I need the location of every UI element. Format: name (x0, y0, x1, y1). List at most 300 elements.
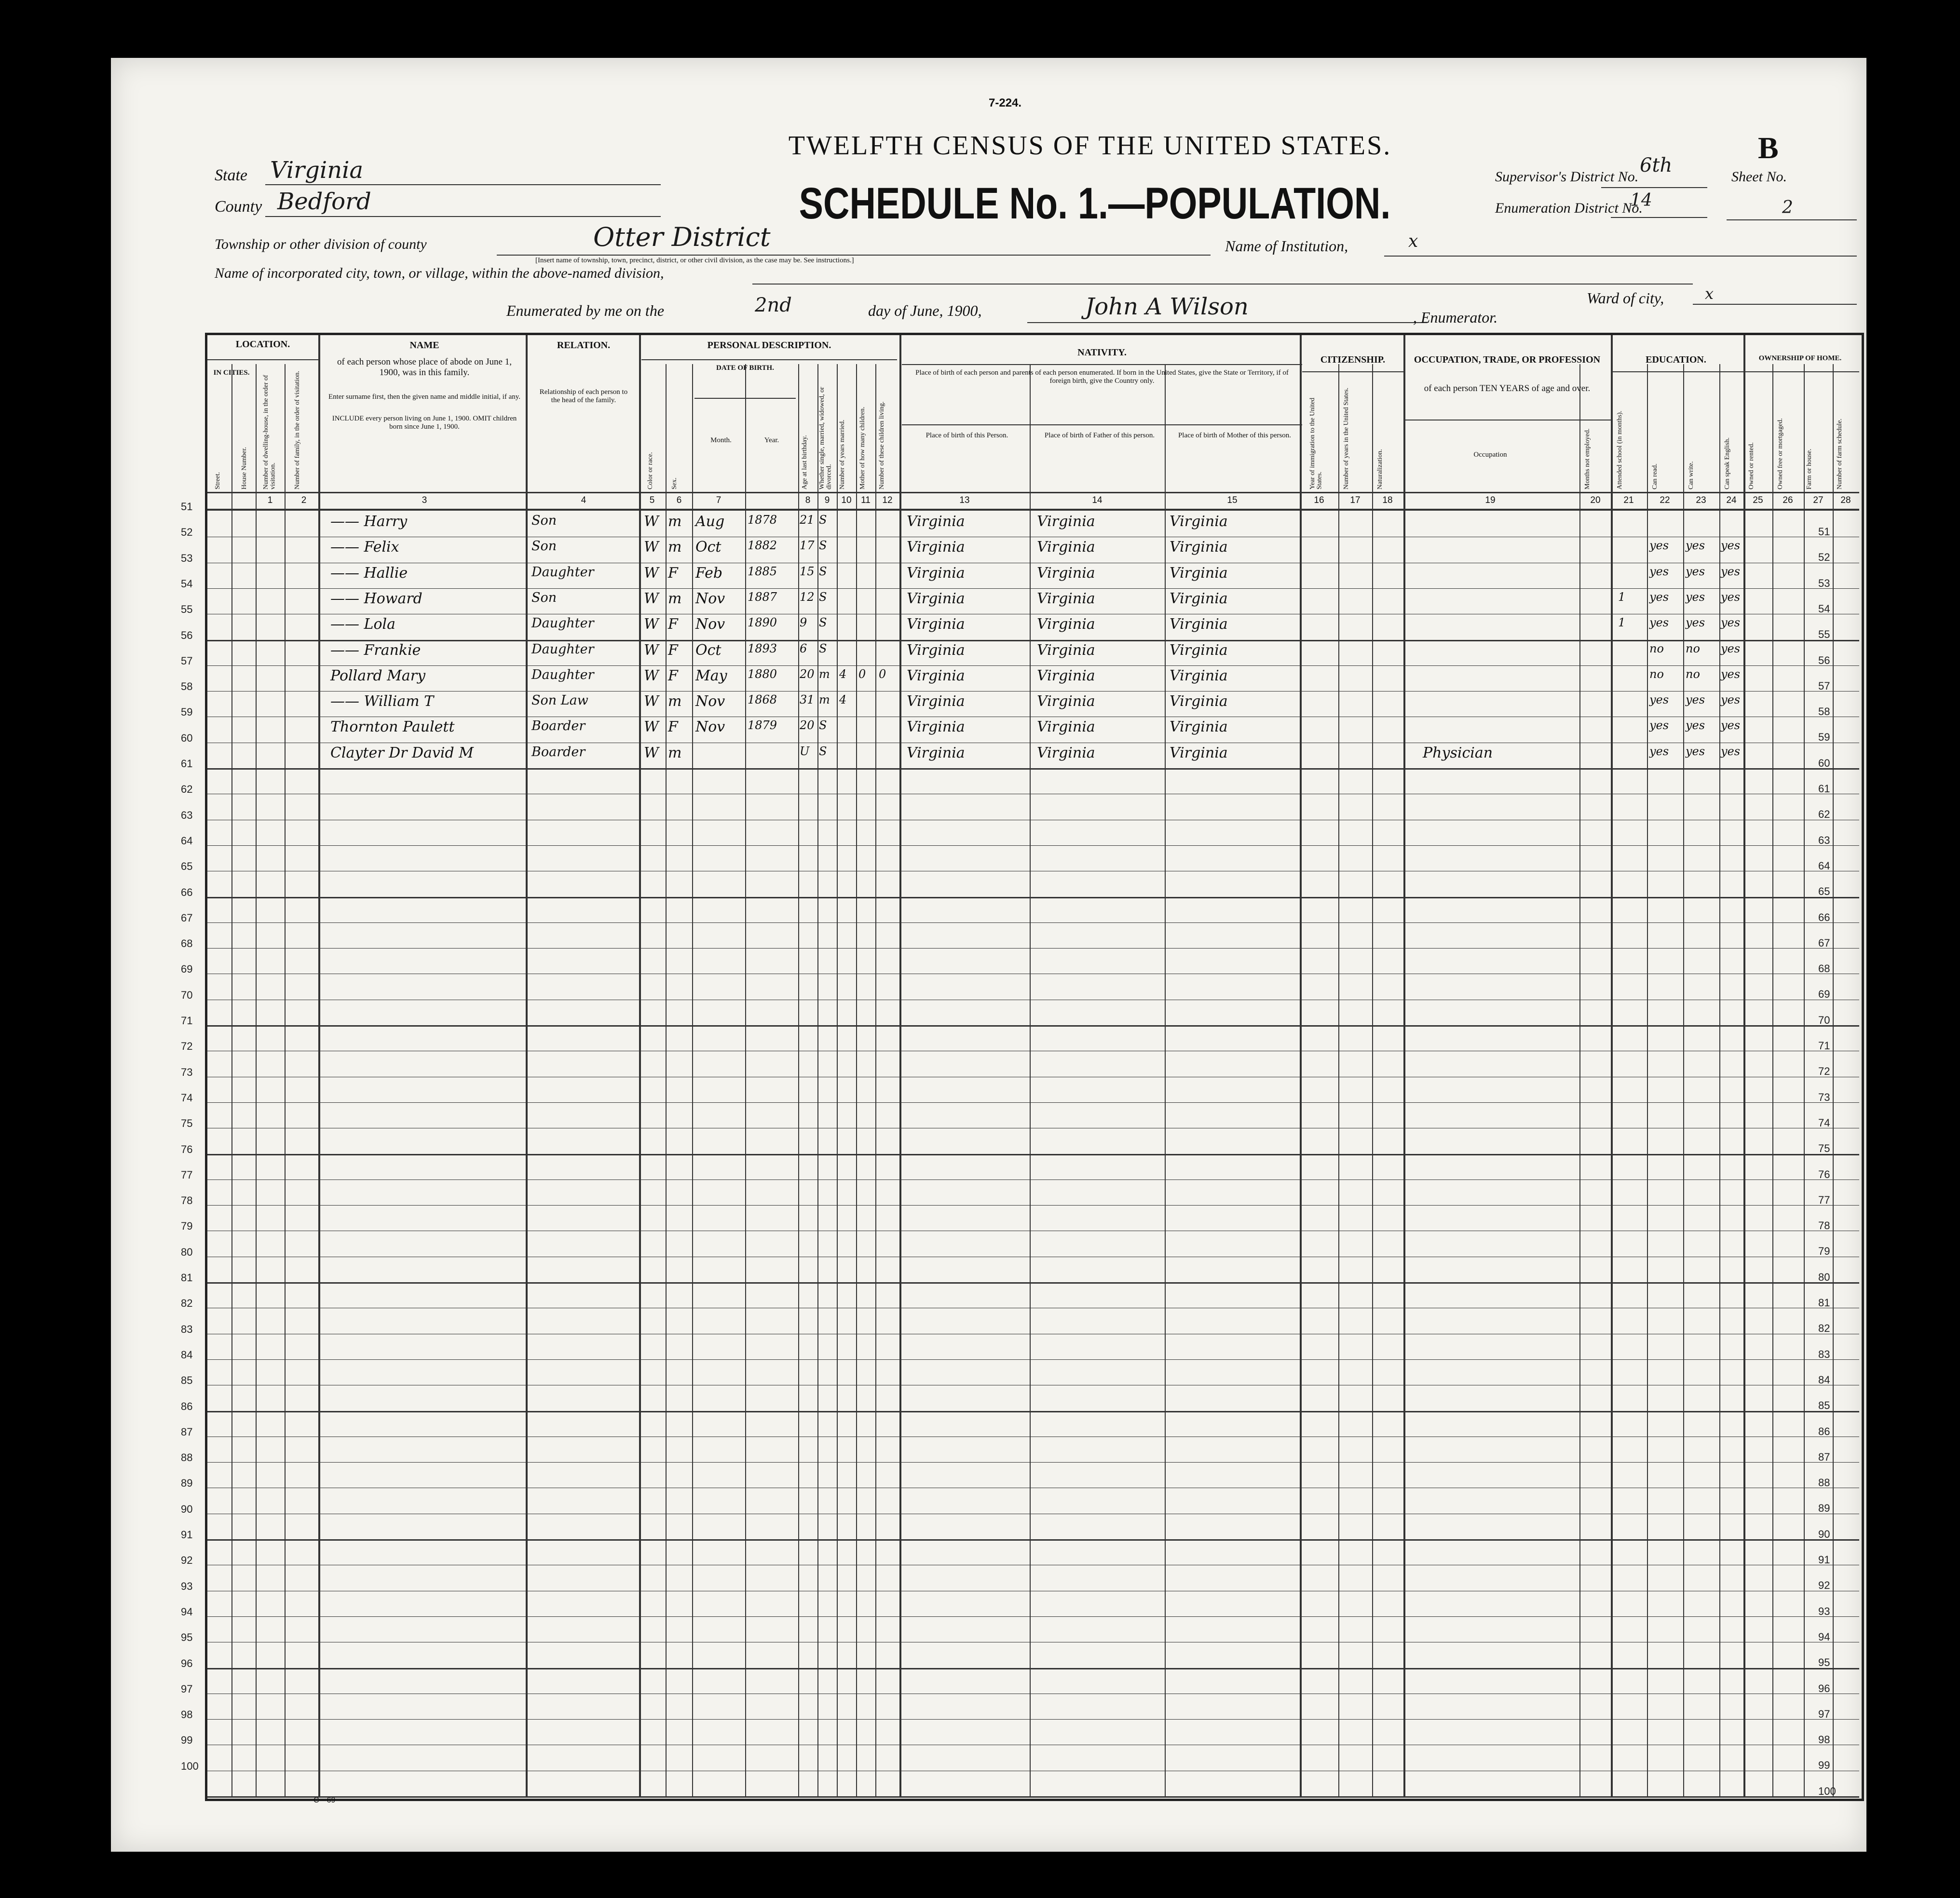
mother-birth-cell: Virginia (1170, 564, 1228, 582)
months-unemployed-header: Months not employed. (1584, 428, 1591, 489)
left-line-number: 51 (181, 501, 193, 513)
enumerator-name: John A Wilson (1085, 293, 1249, 320)
color-cell: W (644, 564, 659, 582)
column-number: 18 (1382, 495, 1393, 505)
column-number: 9 (824, 495, 830, 505)
can-read-cell: yes (1649, 616, 1669, 630)
naturalization-header: Naturalization. (1376, 449, 1384, 489)
relation-cell: Boarder (531, 719, 585, 734)
sex-cell: m (668, 693, 682, 710)
birth-place-cell: Virginia (907, 539, 965, 556)
column-number: 11 (861, 495, 871, 505)
month-cell: Feb (695, 564, 723, 582)
right-line-number: 67 (1818, 936, 1830, 949)
mother-birth-cell: Virginia (1170, 513, 1228, 530)
column-number: 23 (1696, 495, 1706, 505)
year-cell: 1882 (748, 539, 777, 553)
column-number: 21 (1623, 495, 1634, 505)
can-read-cell: yes (1649, 539, 1669, 553)
can-write-cell: yes (1686, 744, 1705, 758)
nativity-header: NATIVITY. (1077, 347, 1127, 358)
month-cell: Nov (695, 616, 725, 633)
mother-birth-cell: Virginia (1170, 744, 1228, 761)
left-line-number: 90 (181, 1503, 193, 1515)
enumeration-value: 14 (1630, 190, 1652, 210)
owned-rented-header: Owned or rented. (1748, 442, 1755, 489)
right-line-number: 77 (1818, 1193, 1830, 1206)
name-cell: Thornton Paulett (330, 719, 455, 736)
right-line-number: 80 (1818, 1271, 1830, 1283)
left-line-number: 71 (181, 1015, 193, 1027)
sex-header: Sex. (671, 477, 678, 489)
left-line-number: 76 (181, 1143, 193, 1155)
can-speak-cell: yes (1721, 744, 1741, 758)
name-cell: —— Felix (330, 539, 399, 556)
marital-cell: S (819, 616, 827, 630)
children-living-cell: 0 (879, 667, 886, 681)
left-line-number: 83 (181, 1323, 193, 1335)
column-number: 25 (1753, 495, 1763, 505)
name-cell: —— Frankie (330, 641, 421, 659)
can-speak-cell: yes (1721, 641, 1741, 655)
ownership-header: OWNERSHIP OF HOME. (1758, 354, 1842, 362)
right-line-number: 59 (1818, 731, 1830, 744)
name-cell: —— Hallie (330, 564, 408, 582)
right-line-number: 53 (1818, 577, 1830, 589)
county-value: Bedford (277, 188, 371, 215)
relation-cell: Daughter (531, 641, 594, 657)
age-cell: U (800, 744, 810, 758)
can-read-cell: yes (1649, 744, 1669, 758)
dwelling-header: Number of dwelling-house, in the order of visitation. (262, 375, 277, 489)
left-line-number: 100 (181, 1760, 199, 1772)
age-cell: 12 (800, 590, 815, 604)
name-cell: —— Lola (330, 616, 395, 633)
footer-code: C—69 (313, 1796, 336, 1804)
marital-cell: S (819, 564, 827, 578)
can-read-cell: yes (1649, 693, 1669, 707)
left-line-number: 60 (181, 732, 193, 744)
left-line-number: 73 (181, 1066, 193, 1078)
mother-of-header: Mother of how many children. (859, 407, 866, 489)
name-cell: —— William T (330, 693, 434, 710)
color-cell: W (644, 539, 659, 556)
right-line-number: 62 (1818, 808, 1830, 821)
ward-label: Ward of city, (1587, 289, 1664, 307)
column-number: 13 (959, 495, 970, 505)
birth-place-cell: Virginia (907, 590, 965, 607)
left-line-number: 82 (181, 1297, 193, 1310)
enumerated-day: 2nd (755, 294, 792, 316)
left-line-number: 75 (181, 1117, 193, 1130)
right-line-number: 75 (1818, 1142, 1830, 1155)
can-speak-cell: yes (1721, 667, 1741, 681)
right-line-number: 86 (1818, 1425, 1830, 1437)
city-label: Name of incorporated city, town, or village, within the above-named division, (215, 265, 664, 281)
marital-cell: m (819, 667, 830, 681)
column-number: 12 (882, 495, 893, 505)
column-number: 3 (422, 495, 427, 505)
color-cell: W (644, 744, 659, 761)
mother-birth-cell: Virginia (1170, 641, 1228, 659)
sex-cell: m (668, 513, 682, 530)
right-line-number: 54 (1818, 602, 1830, 615)
left-line-number: 55 (181, 603, 193, 616)
column-number: 2 (301, 495, 307, 505)
can-speak-cell: yes (1721, 616, 1741, 630)
occupation-sub: Occupation (1473, 451, 1507, 459)
left-line-number: 92 (181, 1554, 193, 1567)
left-line-number: 69 (181, 963, 193, 976)
left-line-number: 52 (181, 526, 193, 539)
can-write-cell: yes (1686, 539, 1705, 553)
birth-person-header: Place of birth of this Person. (926, 432, 1008, 439)
column-number: 26 (1783, 495, 1793, 505)
ward-value: x (1705, 285, 1714, 303)
years-us-header: Number of years in the United States. (1343, 387, 1350, 489)
school-cell: 1 (1618, 590, 1626, 604)
father-birth-cell: Virginia (1037, 564, 1095, 582)
name-cell: —— Howard (330, 590, 422, 607)
right-line-number: 69 (1818, 988, 1830, 1001)
color-cell: W (644, 513, 659, 530)
name-desc: of each person whose place of abode on June 1, 1900, was in this family. (337, 357, 512, 378)
father-birth-cell: Virginia (1037, 744, 1095, 761)
left-line-number: 72 (181, 1040, 193, 1053)
column-number: 16 (1314, 495, 1324, 505)
can-read-cell: yes (1649, 719, 1669, 732)
left-line-number: 94 (181, 1605, 193, 1618)
sheet-value: 2 (1782, 198, 1793, 217)
in-cities-header: IN CITIES. (213, 369, 250, 377)
month-cell: Nov (695, 719, 725, 736)
can-write-cell: no (1686, 641, 1700, 655)
marital-cell: S (819, 513, 827, 527)
age-cell: 20 (800, 667, 815, 681)
right-line-number: 61 (1818, 783, 1830, 795)
mother-birth-cell: Virginia (1170, 616, 1228, 633)
immigration-header: Year of immigration to the United States. (1309, 397, 1323, 489)
birth-place-cell: Virginia (907, 744, 965, 761)
right-line-number: 71 (1818, 1040, 1830, 1052)
right-line-number: 85 (1818, 1399, 1830, 1412)
mother-of-cell: 0 (858, 667, 866, 681)
left-line-number: 64 (181, 834, 193, 847)
column-number: 1 (267, 495, 273, 505)
year-cell: 1890 (748, 616, 777, 630)
can-speak-cell: yes (1721, 564, 1741, 578)
left-line-number: 61 (181, 758, 193, 770)
relation-cell: Son (531, 590, 557, 605)
birth-place-cell: Virginia (907, 616, 965, 633)
right-line-number: 99 (1818, 1759, 1830, 1772)
right-line-number: 98 (1818, 1734, 1830, 1746)
right-line-number: 96 (1818, 1682, 1830, 1695)
month-cell: Aug (695, 513, 725, 530)
education-header: EDUCATION. (1646, 354, 1706, 365)
left-line-number: 78 (181, 1194, 193, 1207)
left-line-number: 91 (181, 1529, 193, 1541)
sex-cell: m (668, 590, 682, 607)
right-line-number: 72 (1818, 1065, 1830, 1078)
year-cell: 1893 (748, 641, 777, 655)
left-line-number: 87 (181, 1425, 193, 1438)
can-read-cell: yes (1649, 590, 1669, 604)
relation-header: RELATION. (557, 340, 611, 351)
right-line-number: 66 (1818, 911, 1830, 923)
can-read-header: Can read. (1651, 463, 1659, 489)
can-read-cell: yes (1649, 564, 1669, 578)
age-cell: 21 (800, 513, 815, 527)
right-line-number: 87 (1818, 1451, 1830, 1463)
census-title: TWELFTH CENSUS OF THE UNITED STATES. (788, 131, 1392, 161)
name-header: NAME (409, 340, 439, 351)
left-line-number: 53 (181, 552, 193, 564)
birth-place-cell: Virginia (907, 693, 965, 710)
years-married-cell: 4 (839, 693, 847, 707)
month-cell: Nov (695, 590, 725, 607)
color-cell: W (644, 641, 659, 659)
marital-cell: S (819, 641, 827, 655)
left-line-number: 95 (181, 1631, 193, 1644)
township-value: Otter District (593, 222, 771, 252)
mother-birth-cell: Virginia (1170, 667, 1228, 684)
column-number: 10 (841, 495, 852, 505)
birth-mother-header: Place of birth of Mother of this person. (1178, 432, 1292, 439)
right-line-number: 55 (1818, 628, 1830, 641)
birth-place-cell: Virginia (907, 564, 965, 582)
right-line-number: 74 (1818, 1116, 1830, 1129)
right-line-number: 90 (1818, 1528, 1830, 1540)
name-cell: —— Harry (330, 513, 408, 530)
month-cell: May (695, 667, 727, 684)
census-table (205, 333, 1864, 1801)
occupation-cell: Physician (1423, 744, 1493, 761)
year-cell: 1887 (748, 590, 777, 604)
birth-place-cell: Virginia (907, 667, 965, 684)
can-write-cell: yes (1686, 616, 1705, 630)
right-line-number: 95 (1818, 1656, 1830, 1669)
right-line-number: 57 (1818, 679, 1830, 692)
sex-cell: F (668, 616, 678, 633)
mother-birth-cell: Virginia (1170, 539, 1228, 556)
left-line-number: 62 (181, 783, 193, 796)
column-number: 19 (1485, 495, 1496, 505)
right-line-number: 63 (1818, 834, 1830, 846)
column-number: 22 (1660, 495, 1670, 505)
family-header: Number of family, in the order of visitation. (294, 371, 301, 489)
right-line-number: 64 (1818, 859, 1830, 872)
supervisor-label: Supervisor's District No. (1495, 169, 1639, 185)
column-number: 5 (649, 495, 655, 505)
right-line-number: 81 (1818, 1297, 1830, 1309)
name-include: INCLUDE every person living on June 1, 1900. OMIT children born since June 1, 1900. (332, 415, 517, 431)
township-note: [Insert name of township, town, precinct, district, or other civil division, as the case may be. See instructions.] (535, 257, 854, 264)
column-number: 7 (716, 495, 721, 505)
father-birth-cell: Virginia (1037, 693, 1095, 710)
can-write-cell: yes (1686, 590, 1705, 604)
right-line-number: 60 (1818, 757, 1830, 769)
street-header: Street. (214, 472, 221, 489)
right-line-number: 52 (1818, 551, 1830, 564)
years-married-cell: 4 (839, 667, 847, 681)
children-living-header: Number of these children living. (878, 401, 885, 489)
left-line-number: 63 (181, 809, 193, 821)
color-cell: W (644, 693, 659, 710)
sex-cell: F (668, 667, 678, 684)
column-number: 24 (1726, 495, 1737, 505)
farm-house-header: Farm or house. (1806, 448, 1813, 489)
color-cell: W (644, 667, 659, 684)
left-line-number: 74 (181, 1091, 193, 1104)
marital-cell: S (819, 590, 827, 604)
column-number: 8 (805, 495, 811, 505)
census-sheet (111, 58, 1866, 1852)
mother-birth-cell: Virginia (1170, 693, 1228, 710)
right-line-number: 78 (1818, 1220, 1830, 1232)
left-line-number: 85 (181, 1374, 193, 1387)
right-line-number: 70 (1818, 1014, 1830, 1026)
age-cell: 31 (800, 693, 815, 707)
birth-place-cell: Virginia (907, 719, 965, 736)
mother-birth-cell: Virginia (1170, 590, 1228, 607)
school-cell: 1 (1618, 616, 1626, 630)
column-number: 28 (1840, 495, 1851, 505)
sex-cell: F (668, 719, 678, 736)
right-line-number: 58 (1818, 705, 1830, 718)
color-cell: W (644, 719, 659, 736)
enumerated-suffix: day of June, 1900, (868, 302, 982, 319)
birth-father-header: Place of birth of Father of this person. (1044, 432, 1155, 439)
age-cell: 6 (800, 641, 807, 655)
right-line-number: 83 (1818, 1348, 1830, 1360)
column-number: 4 (581, 495, 586, 505)
marital-cell: S (819, 719, 827, 732)
can-speak-cell: yes (1721, 719, 1741, 732)
attended-school-header: Attended school (in months). (1616, 410, 1623, 489)
right-line-number: 65 (1818, 885, 1830, 898)
right-line-number: 100 (1818, 1785, 1836, 1797)
birth-place-cell: Virginia (907, 641, 965, 659)
nativity-desc: Place of birth of each person and parents of each person enumerated. If born in the United States, give the State or Territory, if of foreign birth, give the Country only. (915, 369, 1289, 385)
father-birth-cell: Virginia (1037, 667, 1095, 684)
right-line-number: 79 (1818, 1245, 1830, 1258)
left-line-number: 56 (181, 629, 193, 641)
sex-cell: F (668, 641, 678, 659)
institution-label: Name of Institution, (1225, 237, 1348, 255)
right-line-number: 56 (1818, 654, 1830, 666)
age-cell: 9 (800, 616, 807, 630)
color-header: Color or race. (647, 452, 654, 489)
state-label: State (215, 166, 247, 184)
schedule-letter: B (1758, 131, 1779, 165)
father-birth-cell: Virginia (1037, 539, 1095, 556)
state-value: Virginia (270, 157, 364, 184)
right-line-number: 94 (1818, 1630, 1830, 1643)
left-line-number: 81 (181, 1272, 193, 1284)
column-number: 27 (1813, 495, 1824, 505)
sex-cell: m (668, 539, 682, 556)
age-cell: 20 (800, 719, 815, 732)
farm-schedule-header: Number of farm schedule. (1836, 419, 1843, 489)
relation-desc: Relationship of each person to the head of the family. (539, 388, 628, 405)
can-write-cell: yes (1686, 719, 1705, 732)
left-line-number: 67 (181, 911, 193, 924)
month-cell: Oct (695, 539, 721, 556)
left-line-number: 66 (181, 886, 193, 898)
year-cell: 1880 (748, 667, 777, 681)
can-read-cell: no (1649, 641, 1664, 655)
occupation-desc: of each person TEN YEARS of age and over. (1424, 383, 1591, 393)
house-header: House Number. (241, 447, 248, 489)
can-write-cell: yes (1686, 564, 1705, 578)
can-speak-cell: yes (1721, 590, 1741, 604)
left-line-number: 70 (181, 989, 193, 1001)
birth-place-cell: Virginia (907, 513, 965, 530)
right-line-number: 93 (1818, 1605, 1830, 1617)
right-line-number: 68 (1818, 963, 1830, 975)
age-cell: 17 (800, 539, 815, 553)
can-speak-header: Can speak English. (1724, 437, 1731, 489)
left-line-number: 57 (181, 654, 193, 667)
relation-cell: Boarder (531, 744, 585, 759)
month-cell: Oct (695, 641, 721, 659)
column-number: 15 (1227, 495, 1238, 505)
left-line-number: 98 (181, 1708, 193, 1721)
marital-header: Whether single, married, widowed, or divorced. (818, 387, 833, 489)
left-line-number: 86 (181, 1400, 193, 1412)
dob-header: DATE OF BIRTH. (716, 364, 774, 372)
right-line-number: 88 (1818, 1477, 1830, 1489)
left-line-number: 65 (181, 860, 193, 873)
age-header: Age at last birthday. (801, 435, 808, 489)
relation-cell: Daughter (531, 667, 594, 682)
left-line-number: 58 (181, 680, 193, 693)
right-line-number: 51 (1818, 526, 1830, 538)
father-birth-cell: Virginia (1037, 590, 1095, 607)
form-code: 7-224. (989, 96, 1022, 109)
left-line-number: 89 (181, 1477, 193, 1490)
supervisor-value: 6th (1640, 154, 1673, 176)
sex-cell: F (668, 564, 678, 582)
right-line-number: 97 (1818, 1708, 1830, 1720)
name-cell: Pollard Mary (330, 667, 426, 684)
can-write-header: Can write. (1688, 461, 1695, 489)
right-line-number: 73 (1818, 1091, 1830, 1103)
age-cell: 15 (800, 564, 815, 578)
relation-cell: Daughter (531, 616, 594, 631)
marital-cell: m (819, 693, 830, 707)
left-line-number: 93 (181, 1580, 193, 1592)
relation-cell: Son (531, 513, 557, 528)
enumeration-label: Enumeration District No. (1495, 200, 1643, 216)
relation-cell: Son (531, 539, 557, 554)
father-birth-cell: Virginia (1037, 641, 1095, 659)
left-line-number: 59 (181, 706, 193, 719)
right-line-number: 92 (1818, 1579, 1830, 1592)
left-line-number: 80 (181, 1246, 193, 1258)
can-speak-cell: yes (1721, 539, 1741, 553)
left-line-number: 77 (181, 1168, 193, 1181)
mother-birth-cell: Virginia (1170, 719, 1228, 736)
right-line-number: 82 (1818, 1322, 1830, 1335)
father-birth-cell: Virginia (1037, 719, 1095, 736)
enumerator-label: , Enumerator. (1413, 309, 1498, 326)
column-number: 14 (1092, 495, 1102, 505)
can-speak-cell: yes (1721, 693, 1741, 707)
month-header: Month. (710, 436, 732, 444)
year-cell: 1878 (748, 513, 777, 527)
